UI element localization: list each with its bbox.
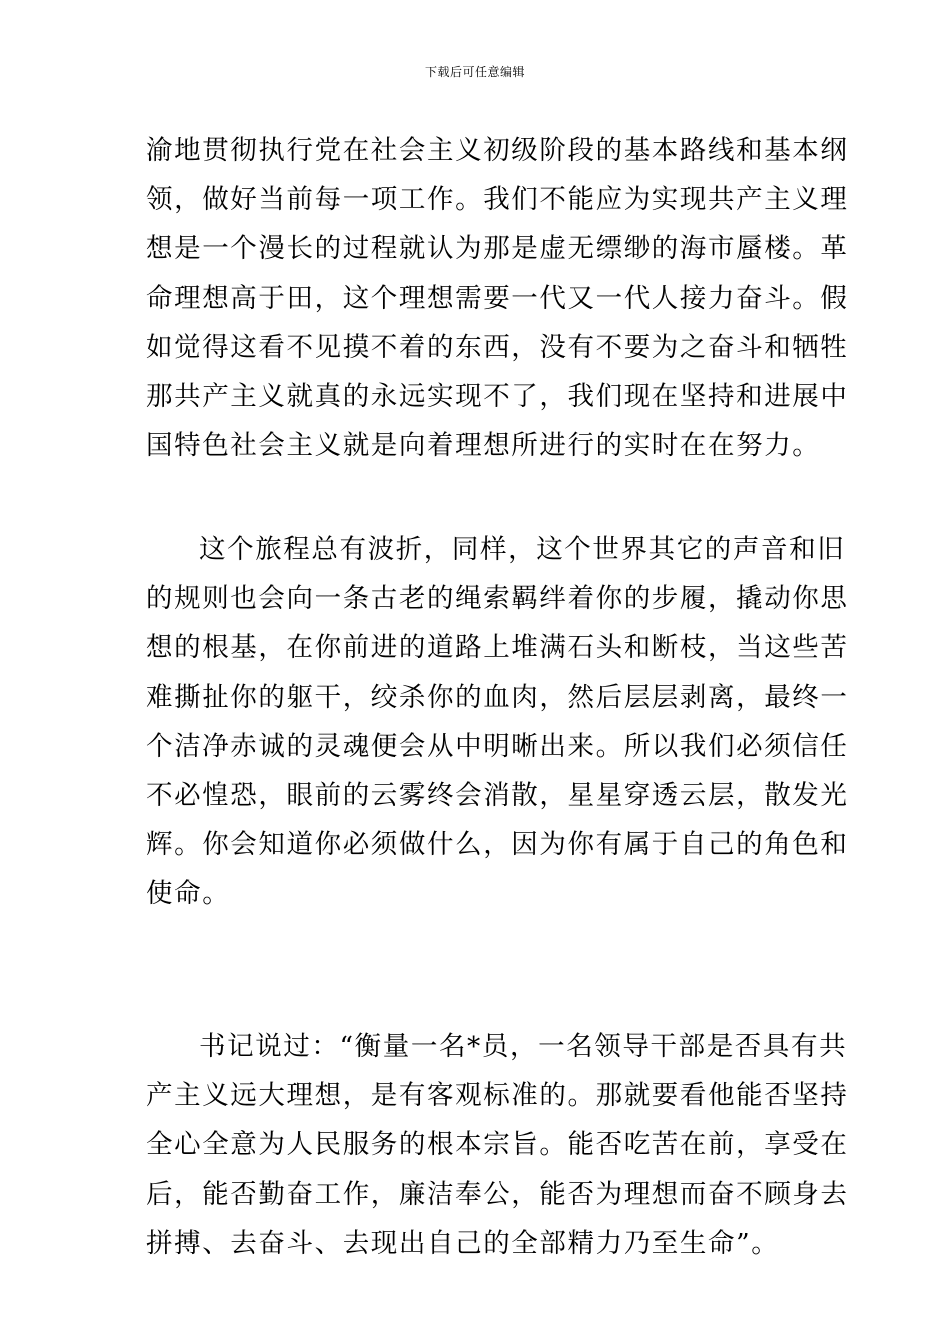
text-line: 全心全意为人民服务的根本宗旨。能否吃苦在前，享受在 [146, 1129, 849, 1161]
text-line: 命理想高于田，这个理想需要一代又一代人接力奋斗。假 [146, 282, 849, 314]
text-line: 渝地贯彻执行党在社会主义初级阶段的基本路线和基本纲 [146, 135, 849, 166]
text-line: 辉。你会知道你必须做什么，因为你有属于自己的角色和 [146, 829, 849, 861]
text-line: 那共产主义就真的永远实现不了，我们现在坚持和进展中 [146, 380, 849, 412]
text-line: 不必惶恐，眼前的云雾终会消散，星星穿透云层，散发光 [146, 779, 849, 811]
text-line: 想是一个漫长的过程就认为那是虚无缥缈的海市蜃楼。革 [146, 233, 849, 265]
text-line: 如觉得这看不见摸不着的东西，没有不要为之奋斗和牺牲 [146, 331, 849, 363]
paragraph-2 [146, 525, 849, 919]
page-header: 下载后可任意编辑 [424, 65, 525, 79]
text-line: 的规则也会向一条古老的绳索羁绊着你的步履，撬动你思 [146, 583, 849, 615]
text-line: 领，做好当前每一项工作。我们不能应为实现共产主义理 [146, 184, 849, 216]
text-line: 国特色社会主义就是向着理想所进行的实时在在努力。 [146, 430, 821, 462]
paragraph-1 [146, 126, 849, 470]
text-line: 使命。 [146, 878, 231, 910]
text-line: 想的根基，在你前进的道路上堆满石头和断枝，当这些苦 [146, 632, 849, 664]
text-line: 个洁净赤诚的灵魂便会从中明晰出来。所以我们必须信任 [146, 730, 849, 762]
text-line: 难撕扯你的躯干，绞杀你的血肉，然后层层剥离，最终一 [146, 681, 849, 713]
text-line: 拼搏、去奋斗、去现出自己的全部精力乃至生命”。 [146, 1227, 780, 1259]
text-line: 后，能否勤奋工作，廉洁奉公，能否为理想而奋不顾身去 [146, 1178, 849, 1210]
paragraph-3 [146, 1022, 849, 1268]
text-line: 这个旅程总有波折，同样，这个世界其它的声音和旧 [199, 534, 846, 565]
text-line: 产主义远大理想，是有客观标准的。那就要看他能否坚持 [146, 1080, 849, 1112]
text-line: 书记说过：“衡量一名*员，一名领导干部是否具有共 [199, 1031, 848, 1062]
